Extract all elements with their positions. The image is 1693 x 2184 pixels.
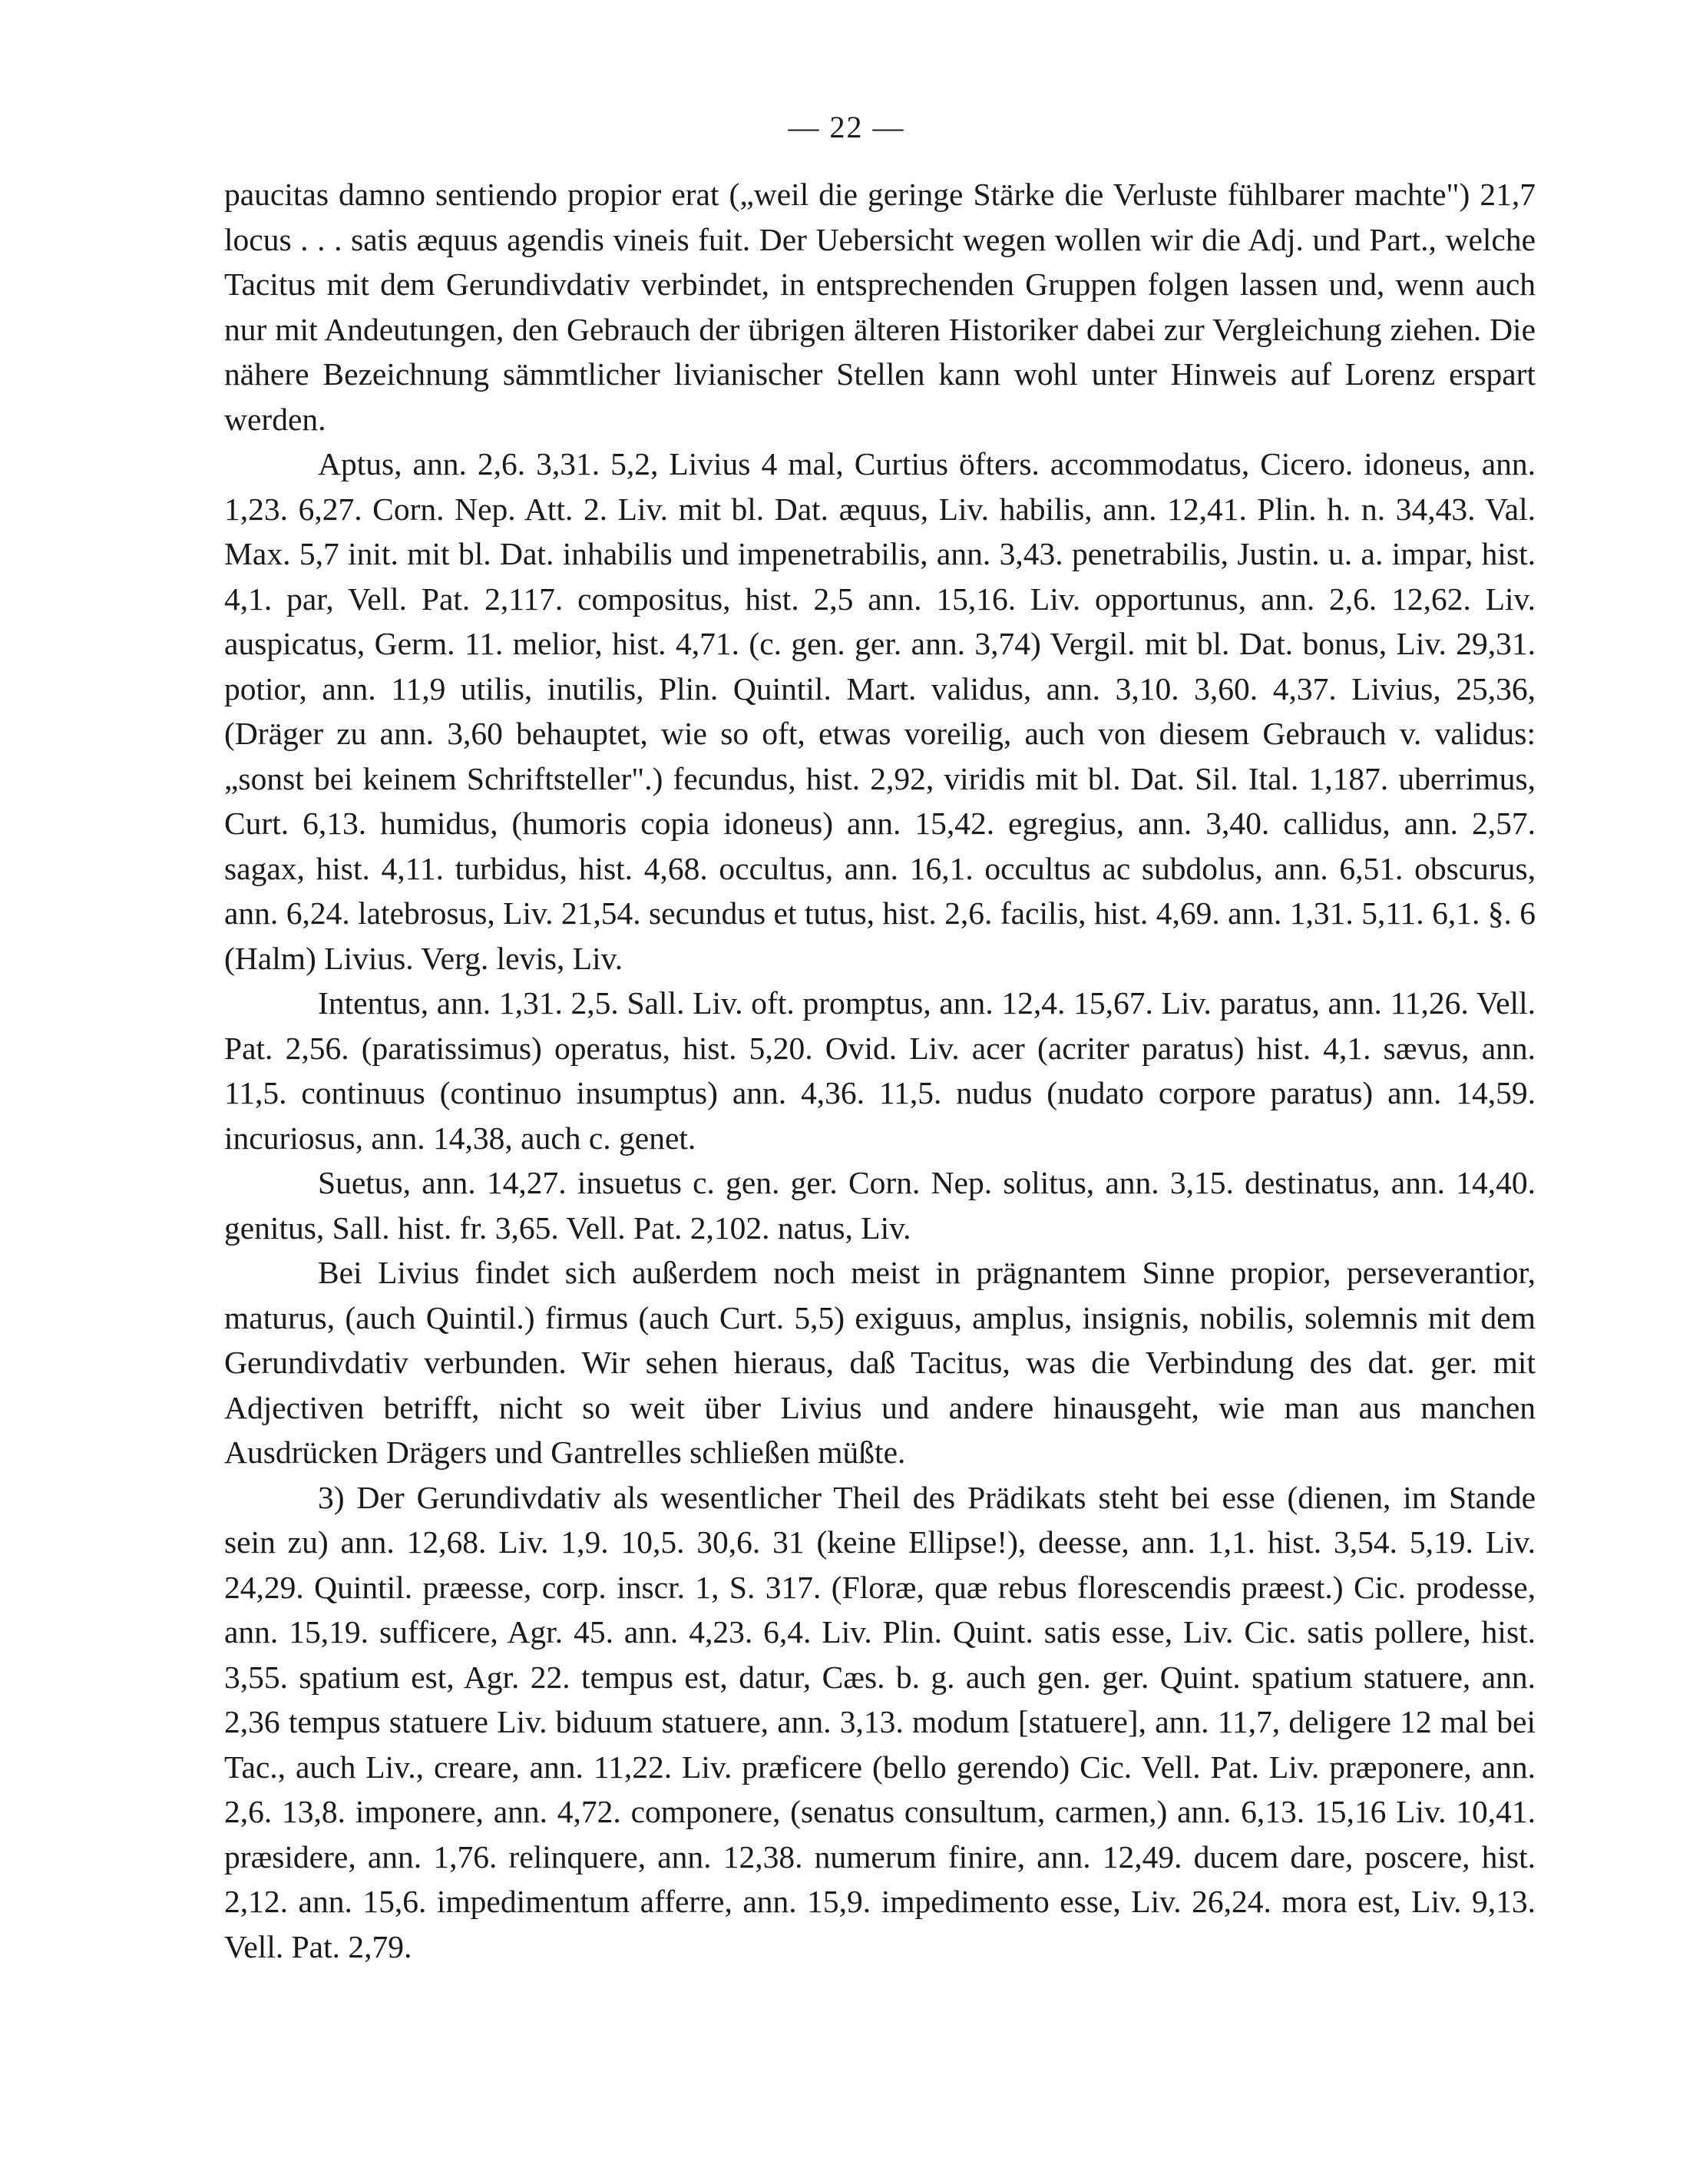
paragraph-aptus: Aptus, ann. 2,6. 3,31. 5,2, Livius 4 mal, Curtius öfters. accommodatus, Cicero. idoneus, ann. 1,23. 6,27. Corn. Nep. Att. 2. Liv. mit bl. Dat. æquus, Liv. habilis, ann. 12,41. Plin. h. n. 34,43. Val. Max. 5,7 init. mit bl. Dat. inhabilis und impenetrabilis, ann. 3,43. penetrabilis, Justin. u. a. impar, hist. 4,1. par, Vell. Pat. 2,117. compositus, hist. 2,5 ann. 15,16. Liv. opportunus, ann. 2,6. 12,62. Liv. auspicatus, Germ. 11. melior, hist. 4,71. (c. gen. ger. ann. 3,74) Vergil. mit bl. Dat. bonus, Liv. 29,31. potior, ann. 11,9 utilis, inutilis, Plin. Quintil. Mart. validus, ann. 3,10. 3,60. 4,37. Livius, 25,36, (Dräger zu ann. 3,60 behauptet, wie so oft, etwas voreilig, auch von diesem Gebrauch v. validus: „sonst bei keinem Schriftsteller".) fecundus, hist. 2,92, viridis mit bl. Dat. Sil. Ital. 1,187. uberrimus, Curt. 6,13. humidus, (humoris copia idoneus) ann. 15,42. egregius, ann. 3,40. callidus, ann. 2,57. sagax, hist. 4,11. turbidus, hist. 4,68. occultus, ann. 16,1. occultus ac subdolus, ann. 6,51. obscurus, ann. 6,24. latebrosus, Liv. 21,54. secundus et tutus, hist. 2,6. facilis, hist. 4,69. ann. 1,31. 5,11. 6,1. §. 6 (Halm) Livius. Verg. levis, Liv.: [224, 446, 1536, 976]
body-text: [224, 172, 1536, 1969]
paragraph-section-3: 3) Der Gerundivdativ als wesentlicher Theil des Prädikats steht bei esse (dienen, im Stande sein zu) ann. 12,68. Liv. 1,9. 10,5. 30,6. 31 (keine Ellipse!), deesse, ann. 1,1. hist. 3,54. 5,19. Liv. 24,29. Quintil. præesse, corp. inscr. 1, S. 317. (Floræ, quæ rebus florescendis præest.) Cic. prodesse, ann. 15,19. sufficere, Agr. 45. ann. 4,23. 6,4. Liv. Plin. Quint. satis esse, Liv. Cic. satis pollere, hist. 3,55. spatium est, Agr. 22. tempus est, datur, Cæs. b. g. auch gen. ger. Quint. spatium statuere, ann. 2,36 tempus statuere Liv. biduum statuere, ann. 3,13. modum [statuere], ann. 11,7, deligere 12 mal bei Tac., auch Liv., creare, ann. 11,22. Liv. præficere (bello gerendo) Cic. Vell. Pat. Liv. præponere, ann. 2,6. 13,8. imponere, ann. 4,72. componere, (senatus consultum, carmen,) ann. 6,13. 15,16 Liv. 10,41. præsidere, ann. 1,76. relinquere, ann. 12,38. numerum finire, ann. 12,49. ducem dare, poscere, hist. 2,12. ann. 15,6. impedimentum afferre, ann. 15,9. impedimento esse, Liv. 26,24. mora est, Liv. 9,13. Vell. Pat. 2,79.: [224, 1479, 1536, 1964]
paragraph-livius: Bei Livius findet sich außerdem noch meist in prägnantem Sinne propior, perseverantior, maturus, (auch Quintil.) firmus (auch Curt. 5,5) exiguus, amplus, insignis, nobilis, solemnis mit dem Gerundivdativ verbunden. Wir sehen hieraus, daß Tacitus, was die Verbindung des dat. ger. mit Adjectiven betrifft, nicht so weit über Livius und andere hinausgeht, wie man aus manchen Ausdrücken Drägers und Gantrelles schließen müßte.: [224, 1255, 1536, 1470]
paragraph-suetus: Suetus, ann. 14,27. insuetus c. gen. ger. Corn. Nep. solitus, ann. 3,15. destinatus, ann. 14,40. genitus, Sall. hist. fr. 3,65. Vell. Pat. 2,102. natus, Liv.: [224, 1165, 1536, 1246]
paragraph-intentus: Intentus, ann. 1,31. 2,5. Sall. Liv. oft. promptus, ann. 12,4. 15,67. Liv. paratus, ann. 11,26. Vell. Pat. 2,56. (paratissimus) operatus, hist. 5,20. Ovid. Liv. acer (acriter paratus) hist. 4,1. sævus, ann. 11,5. continuus (continuo insumptus) ann. 4,36. 11,5. nudus (nudato corpore paratus) ann. 14,59. incuriosus, ann. 14,38, auch c. genet.: [224, 985, 1536, 1156]
paragraph-intro: paucitas damno sentiendo propior erat („weil die geringe Stärke die Verluste fühlbarer machte") 21,7 locus . . . satis æquus agendis vineis fuit. Der Uebersicht wegen wollen wir die Adj. und Part., welche Tacitus mit dem Gerundivdativ verbindet, in entsprechenden Gruppen folgen lassen und, wenn auch nur mit Andeutungen, den Gebrauch der übrigen älteren Historiker dabei zur Vergleichung ziehen. Die nähere Bezeichnung sämmtlicher livianischer Stellen kann wohl unter Hinweis auf Lorenz erspart werden.: [224, 177, 1536, 437]
page-number: — 22 —: [788, 110, 905, 144]
